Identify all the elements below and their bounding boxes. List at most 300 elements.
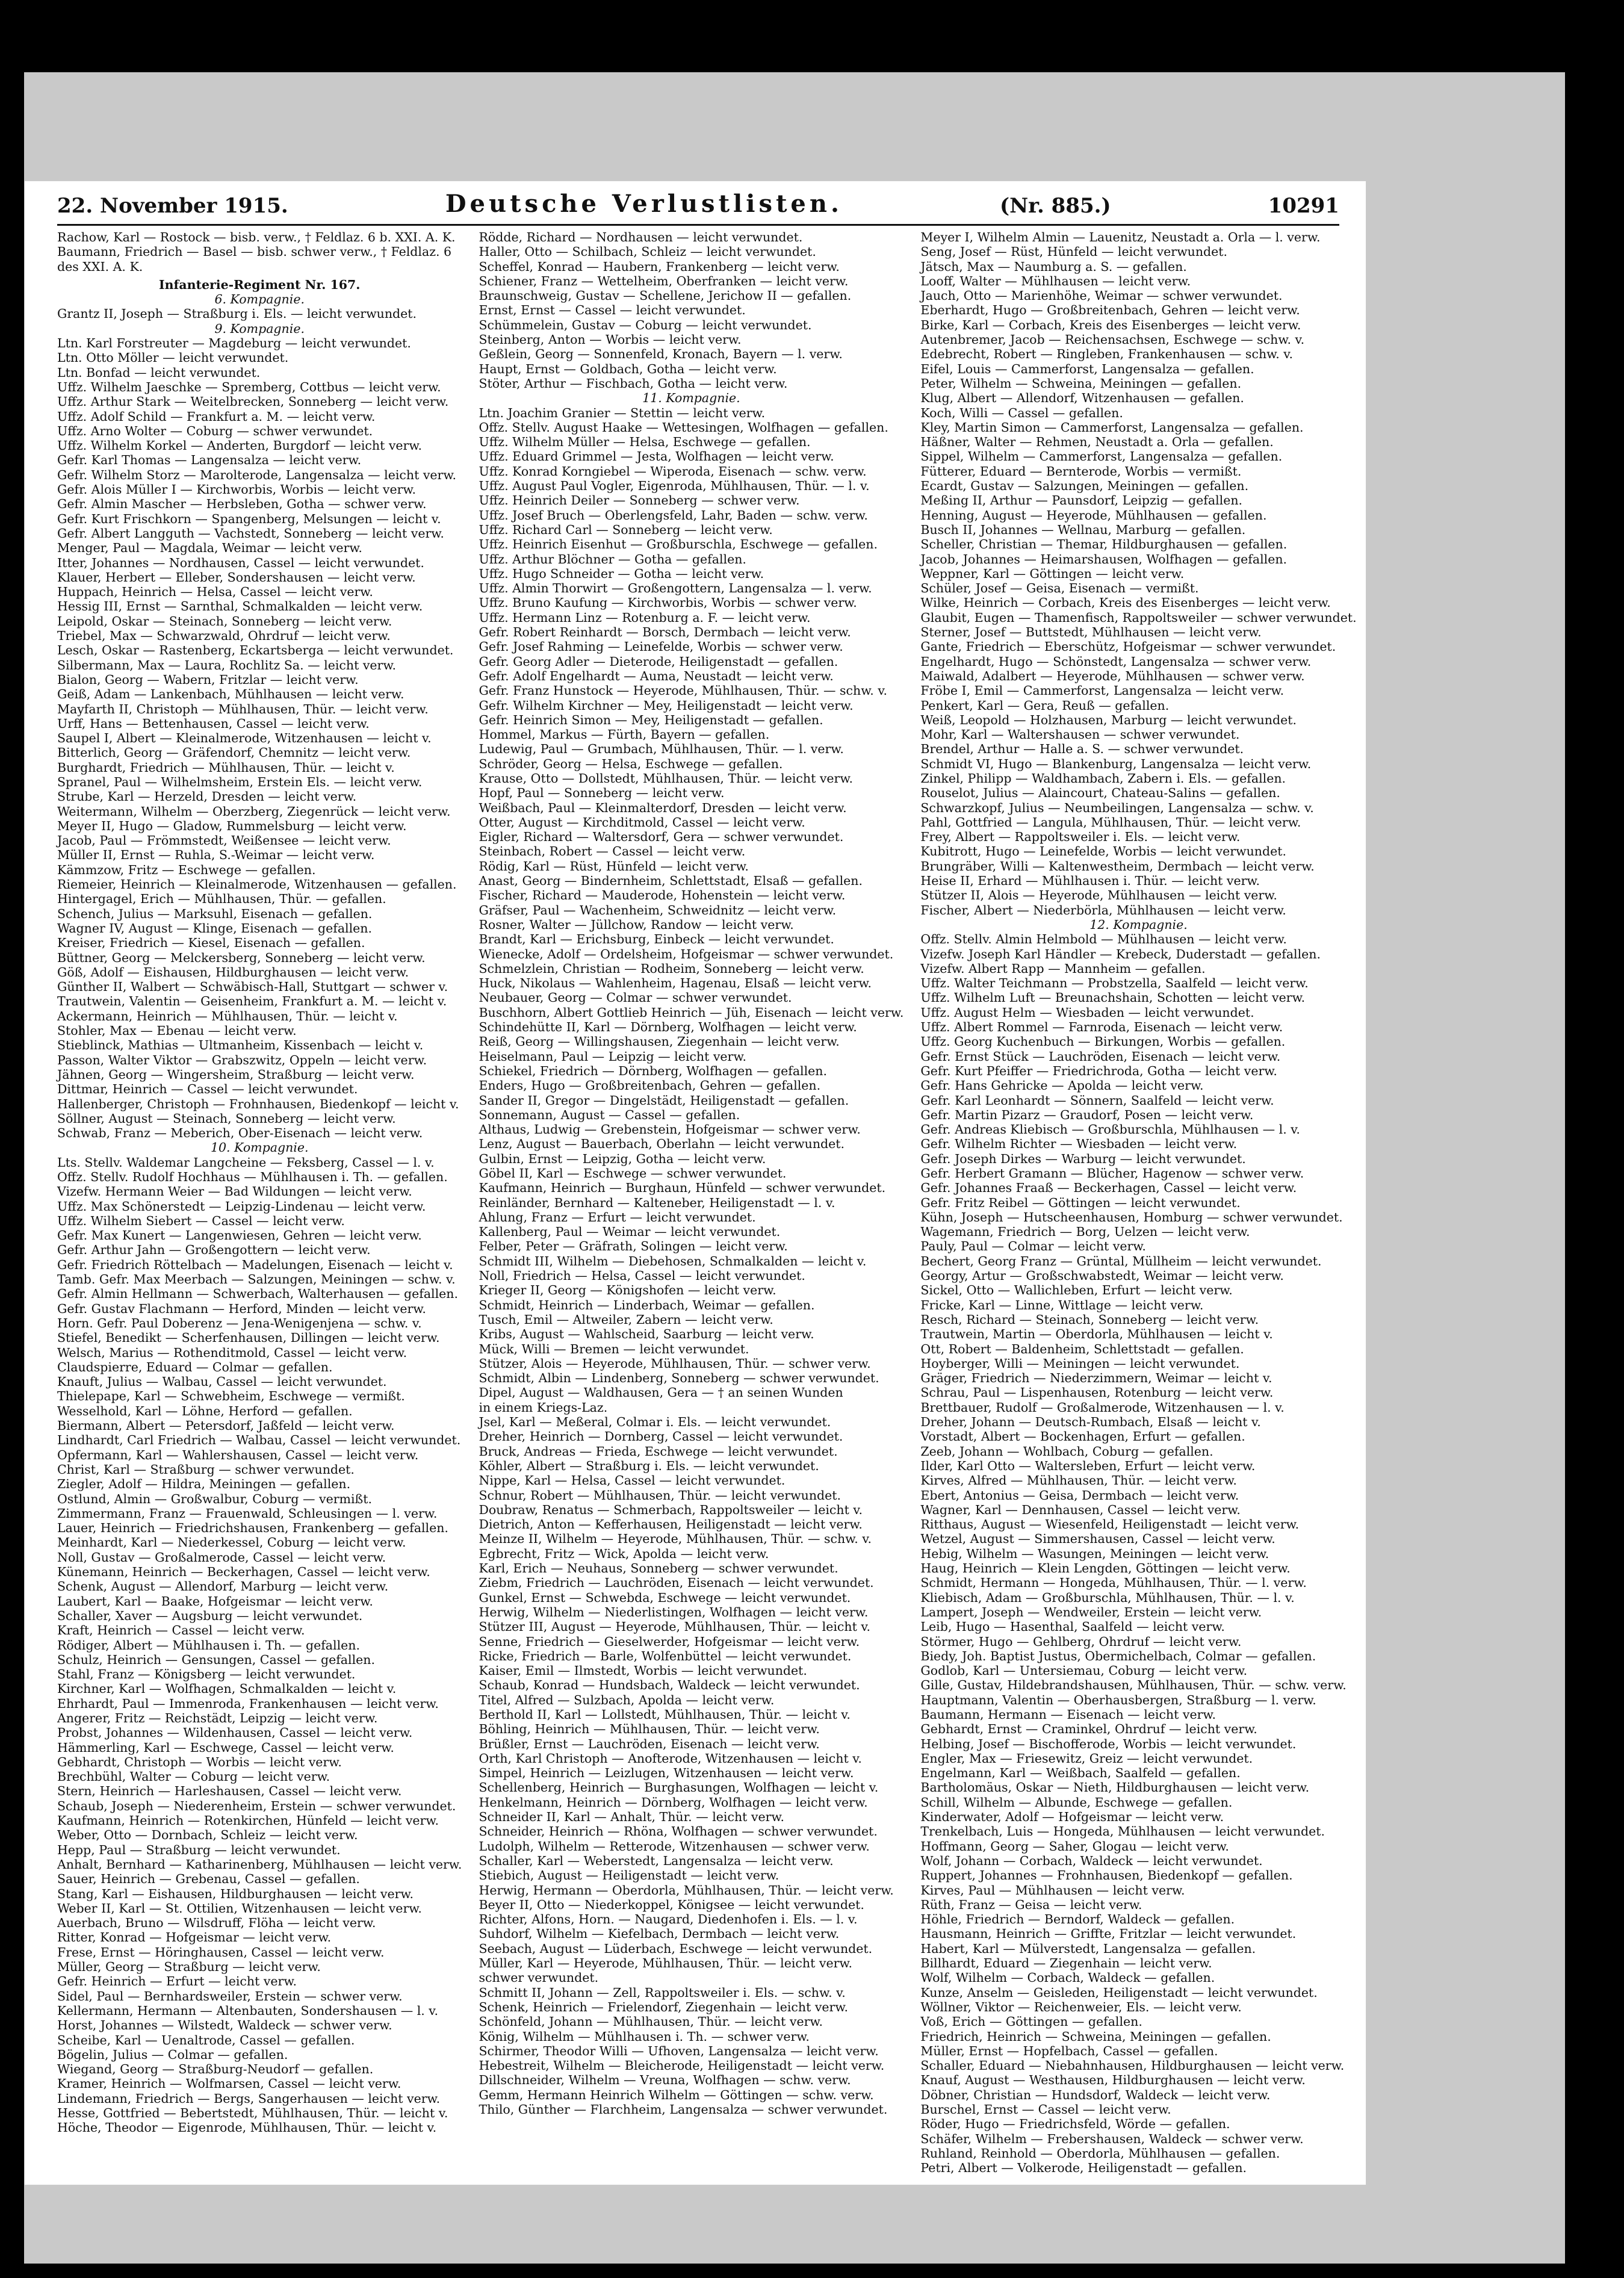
list-entry: Haupt, Ernst — Goldbach, Gotha — leicht verw.	[479, 361, 777, 376]
list-entry: Hessig III, Ernst — Sarnthal, Schmalkalden — leicht verw.	[57, 599, 423, 614]
list-entry: Birke, Karl — Corbach, Kreis des Eisenberges — leicht verw.	[920, 317, 1301, 332]
list-entry: Gefr. Arthur Jahn — Großengottern — leicht verw.	[57, 1243, 371, 1258]
list-entry: Kaiser, Emil — Ilmstedt, Worbis — leicht verwundet.	[479, 1663, 807, 1678]
list-entry: Köhler, Albert — Straßburg i. Els. — leicht verwundet.	[479, 1458, 819, 1473]
list-entry: Rüth, Franz — Geisa — leicht verw.	[920, 1897, 1142, 1912]
list-entry: Brendel, Arthur — Halle a. S. — schwer verwundet.	[920, 742, 1244, 757]
list-entry: Stiefel, Benedikt — Scherfenhausen, Dillingen — leicht verw.	[57, 1330, 440, 1345]
list-entry: Mück, Willi — Bremen — leicht verwundet.	[479, 1341, 749, 1356]
list-entry: Fischer, Richard — Mauderode, Hohenstein — leicht verw.	[479, 888, 846, 903]
list-entry: Engler, Max — Friesewitz, Greiz — leicht verwundet.	[920, 1751, 1253, 1766]
list-entry: Gräger, Friedrich — Niederzimmern, Weimar — leicht v.	[920, 1371, 1272, 1386]
list-entry: Gebhardt, Ernst — Craminkel, Ohrdruf — leicht verw.	[920, 1722, 1257, 1737]
list-entry: Scheffel, Konrad — Haubern, Frankenberg — leicht verw.	[479, 259, 840, 274]
list-entry: Wilke, Heinrich — Corbach, Kreis des Eisenberges — leicht verw.	[920, 595, 1331, 610]
list-entry: Hopf, Paul — Sonneberg — leicht verw.	[479, 786, 725, 801]
list-entry: Riemeier, Heinrich — Kleinalmerode, Witzenhausen — gefallen.	[57, 877, 457, 892]
list-entry: Friedrich, Heinrich — Schweina, Meiningen — gefallen.	[920, 2029, 1271, 2044]
list-entry: Gefr. Fritz Reibel — Göttingen — leicht verwundet.	[920, 1195, 1241, 1210]
list-entry: Gefr. Karl Leonhardt — Sönnern, Saalfeld — leicht verw.	[920, 1093, 1274, 1108]
list-entry: Angerer, Fritz — Reichstädt, Leipzig — leicht verw.	[57, 1710, 378, 1725]
list-entry: Richter, Alfons, Horn. — Naugard, Diedenhofen i. Els. — l. v.	[479, 1912, 858, 1927]
list-entry: Thilo, Günther — Flarchheim, Langensalza — schwer verwundet.	[479, 2102, 888, 2117]
list-entry: Gunkel, Ernst — Schwebda, Eschwege — leicht verwundet.	[479, 1590, 851, 1605]
list-entry: Welsch, Marius — Rothenditmold, Cassel — leicht verw.	[57, 1345, 408, 1360]
column-2	[479, 230, 903, 2162]
list-entry: Gefr. Robert Reinhardt — Borsch, Dermbach — leicht verw.	[479, 625, 851, 640]
text-columns	[57, 230, 1357, 2176]
list-entry: Kribs, August — Wahlscheid, Saarburg — leicht verw.	[479, 1327, 814, 1342]
list-entry: Eifel, Louis — Cammerforst, Langensalza — gefallen.	[920, 361, 1254, 376]
list-entry: Schiekel, Friedrich — Dörnberg, Wolfhagen — gefallen.	[479, 1063, 828, 1078]
list-entry: Doubraw, Renatus — Schmerbach, Rappoltsweiler — leicht v.	[479, 1502, 863, 1517]
list-entry: Uffz. Georg Kuchenbuch — Birkungen, Worbis — gefallen.	[920, 1034, 1286, 1049]
list-entry: Gante, Friedrich — Eberschütz, Hofgeismar — schwer verwundet.	[920, 639, 1336, 654]
list-entry: Uffz. Arthur Blöchner — Gotha — gefallen.	[479, 551, 746, 566]
list-entry: Hoffmann, Georg — Saher, Glogau — leicht verw.	[920, 1839, 1229, 1854]
company-heading: 11. Kompagnie.	[642, 391, 740, 406]
newspaper-page	[24, 181, 1366, 2185]
list-entry: Sander II, Gregor — Dingelstädt, Heiligenstadt — gefallen.	[479, 1093, 849, 1108]
list-entry: Dittmar, Heinrich — Cassel — leicht verwundet.	[57, 1082, 358, 1097]
list-entry: Henkelmann, Heinrich — Dörnberg, Wolfhagen — leicht verw.	[479, 1795, 868, 1810]
list-entry: Gräfser, Paul — Wachenheim, Schweidnitz — leicht verw.	[479, 902, 837, 917]
list-entry: Hausmann, Heinrich — Griffte, Fritzlar — leicht verwundet.	[920, 1926, 1297, 1941]
list-entry: Bartholomäus, Oskar — Nieth, Hildburghausen — leicht verw.	[920, 1780, 1310, 1795]
company-heading: 9. Kompagnie.	[214, 321, 305, 336]
list-entry: Helbing, Josef — Bischofferode, Worbis — leicht verwundet.	[920, 1736, 1297, 1751]
list-entry: Knauf, August — Westhausen, Hildburghausen — leicht verw.	[920, 2073, 1306, 2088]
list-entry: Schirmer, Theodor Willi — Ufhoven, Langensalza — leicht verw.	[479, 2043, 879, 2058]
list-entry: Uffz. Max Schönerstedt — Leipzig-Lindenau — leicht verw.	[57, 1199, 426, 1214]
list-entry: Auerbach, Bruno — Wilsdruff, Flöha — leicht verw.	[57, 1916, 376, 1931]
list-entry: Ecardt, Gustav — Salzungen, Meiningen — gefallen.	[920, 479, 1249, 494]
list-entry: Müller, Ernst — Hopfelbach, Cassel — gefallen.	[920, 2043, 1218, 2058]
list-entry: Baumann, Friedrich — Basel — bisb. schwer verw., † Feldlaz. 6	[57, 244, 452, 259]
list-entry: Kubitrott, Hugo — Leinefelde, Worbis — leicht verwundet.	[920, 844, 1287, 859]
list-entry: Silbermann, Max — Laura, Rochlitz Sa. — leicht verw.	[57, 657, 396, 672]
list-entry: Fütterer, Eduard — Bernterode, Worbis — vermißt.	[920, 464, 1242, 479]
list-entry: Schellenberg, Heinrich — Burghasungen, Wolfhagen — leicht v.	[479, 1780, 879, 1795]
list-entry: Weiß, Leopold — Holzhausen, Marburg — leicht verwundet.	[920, 712, 1297, 727]
list-entry: Meinze II, Wilhelm — Heyerode, Mühlhausen, Thür. — schw. v.	[479, 1532, 872, 1547]
list-entry: Thielepape, Karl — Schwebheim, Eschwege — vermißt.	[57, 1389, 405, 1404]
list-entry: Penkert, Karl — Gera, Reuß — gefallen.	[920, 698, 1170, 713]
list-entry: Lesch, Oskar — Rastenberg, Eckartsberga — leicht verwundet.	[57, 643, 454, 658]
list-entry: Kämmzow, Fritz — Eschwege — gefallen.	[57, 862, 316, 877]
list-entry: Leib, Hugo — Hasenthal, Saalfeld — leicht verw.	[920, 1619, 1225, 1634]
list-entry: Offz. Stellv. Rudolf Hochhaus — Mühlhausen i. Th. — gefallen.	[57, 1170, 448, 1184]
list-entry: Tusch, Emil — Altweiler, Zabern — leicht verw.	[479, 1312, 773, 1327]
list-entry: Ostlund, Almin — Großwalbur, Coburg — vermißt.	[57, 1491, 372, 1506]
list-entry: Gefr. Wilhelm Storz — Marolterode, Langensalza — leicht verw.	[57, 467, 456, 482]
list-entry: Christ, Karl — Straßburg — schwer verwundet.	[57, 1462, 355, 1477]
list-entry: Fröbe I, Emil — Cammerforst, Langensalza — leicht verw.	[920, 683, 1285, 698]
list-entry: Petri, Albert — Volkerode, Heiligenstadt — gefallen.	[920, 2161, 1247, 2176]
list-entry: Wagner IV, August — Klinge, Eisenach — gefallen.	[57, 920, 373, 936]
list-entry: Kaufmann, Heinrich — Rotenkirchen, Hünfeld — leicht verw.	[57, 1813, 439, 1828]
list-entry: Gefr. Johannes Fraaß — Beckerhagen, Cassel — leicht verw.	[920, 1181, 1297, 1196]
list-entry: Kallenberg, Paul — Weimar — leicht verwundet.	[479, 1224, 781, 1240]
list-entry: Ludolph, Wilhelm — Retterode, Witzenhausen — schwer verw.	[479, 1839, 870, 1854]
list-entry: Stohler, Max — Ebenau — leicht verw.	[57, 1023, 297, 1038]
list-entry: Neubauer, Georg — Colmar — schwer verwundet.	[479, 990, 792, 1005]
list-entry: Titel, Alfred — Sulzbach, Apolda — leicht verw.	[479, 1692, 775, 1707]
list-entry: Horn. Gefr. Paul Doberenz — Jena-Wenigenjena — schw. v.	[57, 1315, 422, 1330]
list-entry: Lts. Stellv. Waldemar Langcheine — Feksberg, Cassel — l. v.	[57, 1155, 435, 1170]
list-entry: Schäfer, Wilhelm — Frebershausen, Waldeck — schwer verw.	[920, 2131, 1304, 2146]
list-entry: Schneider, Heinrich — Rhöna, Wolfhagen — schwer verwundet.	[479, 1824, 878, 1839]
list-entry: Gefr. Ernst Stück — Lauchröden, Eisenach — leicht verw.	[920, 1049, 1281, 1064]
list-entry: Sippel, Wilhelm — Cammerforst, Langensalza — gefallen.	[920, 449, 1283, 464]
list-entry: Kühn, Joseph — Hutscheenhausen, Homburg — schwer verwundet.	[920, 1209, 1343, 1224]
list-entry: Gefr. Joseph Dirkes — Warburg — leicht verwundet.	[920, 1151, 1246, 1166]
list-entry: Schaub, Konrad — Hundsbach, Waldeck — leicht verwundet.	[479, 1678, 860, 1693]
list-entry: Gebhardt, Christoph — Worbis — leicht verw.	[57, 1754, 342, 1769]
list-entry: Schaller, Eduard — Niebahnhausen, Hildburghausen — leicht verw.	[920, 2058, 1345, 2073]
list-entry: Söllner, August — Steinach, Sonneberg — leicht verw.	[57, 1111, 396, 1126]
list-entry: Gefr. Andreas Kliebisch — Großburschla, Mühlhausen — l. v.	[920, 1122, 1300, 1137]
list-entry: Brettbauer, Rudolf — Großalmerode, Witzenhausen — l. v.	[920, 1400, 1285, 1415]
list-entry: Rödig, Karl — Rüst, Hünfeld — leicht verw.	[479, 858, 749, 874]
list-entry: Beyer II, Otto — Niederkoppel, Königsee — leicht verwundet.	[479, 1897, 864, 1912]
list-entry: Zinkel, Philipp — Waldhambach, Zabern i. Els. — gefallen.	[920, 771, 1286, 786]
list-entry: Hoyberger, Willi — Meiningen — leicht verwundet.	[920, 1356, 1240, 1371]
list-entry: Gefr. Alois Müller I — Kirchworbis, Worbis — leicht verw.	[57, 482, 417, 497]
list-entry: Menger, Paul — Magdala, Weimar — leicht verw.	[57, 541, 362, 556]
list-entry: Huppach, Heinrich — Helsa, Cassel — leicht verw.	[57, 585, 373, 600]
list-entry: Schmitt II, Johann — Zell, Rappoltsweiler i. Els. — schw. v.	[479, 1985, 846, 2000]
list-entry: Heiselmann, Paul — Leipzig — leicht verw.	[479, 1049, 746, 1064]
list-entry: Ilder, Karl Otto — Waltersleben, Erfurt — leicht verw.	[920, 1458, 1256, 1473]
list-entry: Buschhorn, Albert Gottlieb Heinrich — Jüh, Eisenach — leicht verw.	[479, 1005, 904, 1020]
list-entry: Brandt, Karl — Erichsburg, Einbeck — leicht verwundet.	[479, 932, 834, 947]
list-entry: Uffz. Wilhelm Siebert — Cassel — leicht verw.	[57, 1213, 345, 1228]
list-entry: Uffz. Wilhelm Jaeschke — Spremberg, Cottbus — leicht verw.	[57, 379, 441, 394]
list-entry: Ebert, Antonius — Geisa, Dermbach — leicht verw.	[920, 1488, 1239, 1503]
list-entry: Stützer, Alois — Heyerode, Mühlhausen, Thür. — schwer verw.	[479, 1356, 871, 1371]
list-entry: Lampert, Joseph — Wendweiler, Erstein — leicht verw.	[920, 1604, 1262, 1619]
list-entry: Bruck, Andreas — Frieda, Eschwege — leicht verwundet.	[479, 1444, 838, 1459]
list-entry: Vizefw. Albert Rapp — Mannheim — gefallen.	[920, 961, 1206, 976]
list-entry: Vizefw. Joseph Karl Händler — Krebeck, Duderstadt — gefallen.	[920, 946, 1321, 961]
list-entry: Ehrhardt, Paul — Immenroda, Frankenhausen — leicht verw.	[57, 1696, 439, 1711]
company-heading: 12. Kompagnie.	[1089, 917, 1188, 932]
list-entry: Hauptmann, Valentin — Oberhausbergen, Straßburg — l. verw.	[920, 1692, 1316, 1707]
list-entry: Biedy, Joh. Baptist Justus, Obermichelbach, Colmar — gefallen.	[920, 1648, 1316, 1663]
list-entry: Biermann, Albert — Petersdorf, Jaßfeld — leicht verw.	[57, 1418, 395, 1433]
list-entry: Wagemann, Friedrich — Borg, Uelzen — leicht verw.	[920, 1224, 1250, 1240]
list-entry: Brungräber, Willi — Kaltenwestheim, Dermbach — leicht verw.	[920, 858, 1315, 874]
list-entry: Habert, Karl — Mülverstedt, Langensalza — gefallen.	[920, 1941, 1256, 1956]
list-entry: Sonnemann, August — Cassel — gefallen.	[479, 1107, 740, 1122]
list-entry: Schindehütte II, Karl — Dörnberg, Wolfhagen — leicht verw.	[479, 1020, 857, 1035]
list-entry: Schench, Julius — Marksuhl, Eisenach — gefallen.	[57, 906, 373, 921]
list-entry: Hesse, Gottfried — Bebertstedt, Mühlhausen, Thür. — leicht v.	[57, 2106, 448, 2120]
list-entry: Georgy, Artur — Großschwabstedt, Weimar — leicht verw.	[920, 1268, 1284, 1283]
list-entry: Suhdorf, Wilhelm — Kiefelbach, Dermbach — leicht verw.	[479, 1926, 840, 1941]
list-entry: Vizefw. Hermann Weier — Bad Wildungen — leicht verw.	[57, 1184, 412, 1199]
list-entry: Uffz. Arthur Stark — Weitelbrecken, Sonneberg — leicht verw.	[57, 394, 449, 409]
list-entry: Weber II, Karl — St. Ottilien, Witzenhausen — leicht verw.	[57, 1901, 422, 1916]
list-entry: Meßing II, Arthur — Paunsdorf, Leipzig — gefallen.	[920, 493, 1243, 508]
list-entry: Uffz. Eduard Grimmel — Jesta, Wolfhagen — leicht verw.	[479, 449, 834, 464]
list-entry: Meyer I, Wilhelm Almin — Lauenitz, Neustadt a. Orla — l. verw.	[920, 230, 1321, 244]
list-entry: Steinberg, Anton — Worbis — leicht verw.	[479, 332, 742, 347]
list-entry: Offz. Stellv. Almin Helmbold — Mühlhausen — leicht verw.	[920, 932, 1287, 947]
list-entry: Egbrecht, Fritz — Wick, Apolda — leicht verw.	[479, 1546, 769, 1561]
list-entry: Kirves, Alfred — Mühlhausen, Thür. — leicht verw.	[920, 1473, 1237, 1488]
list-entry: Brechbühl, Walter — Coburg — leicht verw.	[57, 1769, 330, 1784]
list-entry: Reinländer, Bernhard — Kalteneber, Heiligenstadt — l. v.	[479, 1195, 835, 1210]
list-entry: Karl, Erich — Neuhaus, Sonneberg — schwer verwundet.	[479, 1561, 838, 1576]
list-entry: Dipel, August — Waldhausen, Gera — † an seinen Wunden	[479, 1385, 843, 1400]
list-entry: Klug, Albert — Allendorf, Witzenhausen — gefallen.	[920, 391, 1244, 406]
list-entry: Spranel, Paul — Wilhelmsheim, Erstein Els. — leicht verw.	[57, 774, 423, 789]
list-entry: Ott, Robert — Baldenheim, Schlettstadt — gefallen.	[920, 1341, 1244, 1356]
list-entry: Höhle, Friedrich — Berndorf, Waldeck — gefallen.	[920, 1912, 1235, 1927]
column-3	[920, 230, 1357, 2176]
list-entry: Uffz. Wilhelm Korkel — Anderten, Burgdorf — leicht verw.	[57, 438, 422, 453]
list-entry: Kley, Martin Simon — Cammerforst, Langensalza — gefallen.	[920, 420, 1304, 435]
list-entry: Ltn. Bonfad — leicht verwundet.	[57, 365, 261, 380]
list-entry: Sickel, Otto — Wallichleben, Erfurt — leicht verw.	[920, 1283, 1233, 1298]
list-entry: Schaller, Xaver — Augsburg — leicht verwundet.	[57, 1608, 363, 1623]
list-entry: Grantz II, Joseph — Straßburg i. Els. — leicht verwundet.	[57, 306, 417, 321]
regiment-heading: Infanterie-Regiment Nr. 167.	[158, 277, 361, 292]
list-entry: Jsel, Karl — Meßeral, Colmar i. Els. — leicht verwundet.	[479, 1415, 831, 1430]
list-entry: Büttner, Georg — Melckersberg, Sonneberg — leicht verw.	[57, 950, 426, 965]
list-entry: Frese, Ernst — Höringhausen, Cassel — leicht verw.	[57, 1944, 385, 1960]
list-entry: Peter, Wilhelm — Schweina, Meiningen — gefallen.	[920, 376, 1242, 391]
list-entry: Bitterlich, Georg — Gräfendorf, Chemnitz — leicht verw.	[57, 745, 411, 760]
list-entry: Ricke, Friedrich — Barle, Wolfenbüttel — leicht verwundet.	[479, 1648, 852, 1663]
list-entry: Häßner, Walter — Rehmen, Neustadt a. Orla — gefallen.	[920, 435, 1274, 450]
list-entry: Ruppert, Johannes — Frohnhausen, Biedenkopf — gefallen.	[920, 1868, 1293, 1883]
list-entry: Billhardt, Eduard — Ziegenhain — leicht verw.	[920, 1956, 1212, 1971]
list-entry: Pauly, Paul — Colmar — leicht verw.	[920, 1239, 1146, 1254]
list-entry: schwer verwundet.	[479, 1970, 599, 1985]
list-entry: Gefr. Hans Gehricke — Apolda — leicht verw.	[920, 1078, 1204, 1093]
list-entry: Stützer III, August — Heyerode, Mühlhausen, Thür. — leicht v.	[479, 1619, 871, 1634]
list-entry: Röder, Hugo — Friedrichsfeld, Wörde — gefallen.	[920, 2117, 1230, 2132]
list-entry: Althaus, Ludwig — Grebenstein, Hofgeismar — schwer verw.	[479, 1122, 861, 1137]
list-entry: Probst, Johannes — Wildenhausen, Cassel — leicht verw.	[57, 1725, 413, 1740]
list-entry: Künemann, Heinrich — Beckerhagen, Cassel — leicht verw.	[57, 1565, 430, 1580]
list-entry: Gefr. Albert Langguth — Vachstedt, Sonneberg — leicht verw.	[57, 526, 444, 541]
list-entry: Kaufmann, Heinrich — Burghaun, Hünfeld — schwer verwundet.	[479, 1181, 886, 1196]
list-entry: Rouselot, Julius — Alaincourt, Chateau-Salins — gefallen.	[920, 786, 1280, 801]
list-entry: Mayfarth II, Christoph — Mühlhausen, Thür. — leicht verw.	[57, 701, 429, 716]
list-entry: Ruhland, Reinhold — Oberdorla, Mühlhausen — gefallen.	[920, 2146, 1280, 2161]
list-entry: Jauch, Otto — Marienhöhe, Weimar — schwer verwundet.	[920, 288, 1283, 303]
list-entry: Glaubit, Eugen — Thamenfisch, Rappoltsweiler — schwer verwundet.	[920, 610, 1357, 625]
list-entry: Edebrecht, Robert — Ringleben, Frankenhausen — schw. v.	[920, 347, 1293, 362]
list-entry: Gefr. Heinrich Simon — Mey, Heiligenstadt — gefallen.	[479, 712, 823, 727]
list-entry: Anast, Georg — Bindernheim, Schlettstadt, Elsaß — gefallen.	[479, 874, 863, 889]
list-entry: Schulz, Heinrich — Gensungen, Cassel — gefallen.	[57, 1652, 375, 1667]
list-entry: Müller, Karl — Heyerode, Mühlhausen, Thür. — leicht verw.	[479, 1956, 853, 1971]
list-entry: Dietrich, Anton — Kefferhausen, Heiligenstadt — leicht verw.	[479, 1517, 863, 1532]
list-entry: Tamb. Gefr. Max Meerbach — Salzungen, Meiningen — schw. v.	[57, 1272, 456, 1287]
list-entry: Gefr. Gustav Flachmann — Herford, Minden — leicht verw.	[57, 1301, 426, 1316]
list-entry: Opfermann, Karl — Wahlershausen, Cassel — leicht verw.	[57, 1447, 419, 1462]
list-entry: Leipold, Oskar — Steinach, Sonneberg — leicht verw.	[57, 613, 392, 628]
list-entry: Fischer, Albert — Niederbörla, Mühlhausen — leicht verw.	[920, 902, 1286, 917]
list-entry: Rödde, Richard — Nordhausen — leicht verwundet.	[479, 230, 803, 244]
list-entry: Urff, Hans — Bettenhausen, Cassel — leicht verw.	[57, 716, 370, 731]
list-entry: in einem Kriegs-Laz.	[479, 1400, 608, 1415]
list-entry: Braunschweig, Gustav — Schellene, Jerichow II — gefallen.	[479, 288, 852, 303]
list-entry: Lauer, Heinrich — Friedrichshausen, Frankenberg — gefallen.	[57, 1521, 448, 1536]
list-entry: Jacob, Johannes — Heimarshausen, Wolfhagen — gefallen.	[920, 551, 1288, 566]
list-entry: Gille, Gustav, Hildebrandshausen, Mühlhausen, Thür. — schw. verw.	[920, 1678, 1347, 1693]
list-entry: Gefr. Wilhelm Richter — Wiesbaden — leicht verw.	[920, 1137, 1238, 1152]
list-entry: Ahlung, Franz — Erfurt — leicht verwundet.	[479, 1209, 756, 1224]
list-entry: Haller, Otto — Schilbach, Schleiz — leicht verwundet.	[479, 244, 816, 259]
list-entry: Geßlein, Georg — Sonnenfeld, Kronach, Bayern — l. verw.	[479, 347, 843, 362]
list-entry: Gefr. Almin Hellmann — Schwerbach, Walterhausen — gefallen.	[57, 1286, 459, 1302]
list-entry: Uffz. Wilhelm Luft — Breunachshain, Schotten — leicht verw.	[920, 990, 1306, 1005]
list-entry: Uffz. Heinrich Deiler — Sonneberg — schwer verw.	[479, 493, 800, 508]
list-entry: Müller II, Ernst — Ruhla, S.-Weimar — leicht verw.	[57, 848, 375, 863]
list-entry: Hommel, Markus — Fürth, Bayern — gefallen.	[479, 727, 770, 742]
list-entry: Steinbach, Robert — Cassel — leicht verw.	[479, 844, 746, 859]
list-entry: Sterner, Josef — Buttstedt, Mühlhausen — leicht verw.	[920, 625, 1262, 640]
list-entry: Uffz. Bruno Kaufung — Kirchworbis, Worbis — schwer verw.	[479, 595, 857, 610]
list-entry: Looff, Walter — Mühlhausen — leicht verw.	[920, 273, 1191, 288]
list-entry: König, Wilhelm — Mühlhausen i. Th. — schwer verw.	[479, 2029, 810, 2044]
list-entry: Koch, Willi — Cassel — gefallen.	[920, 405, 1123, 420]
list-entry: Kinderwater, Adolf — Hofgeismar — leicht verw.	[920, 1810, 1224, 1825]
list-entry: Gemm, Hermann Heinrich Wilhelm — Göttingen — schw. verw.	[479, 2087, 874, 2102]
list-entry: Gefr. Max Kunert — Langenwiesen, Gehren — leicht verw.	[57, 1228, 422, 1243]
list-entry: Gefr. Karl Thomas — Langensalza — leicht verw.	[57, 453, 362, 468]
list-entry: Engelhardt, Hugo — Schönstedt, Langensalza — schwer verw.	[920, 654, 1312, 669]
list-entry: Seebach, August — Lüderbach, Eschwege — leicht verwundet.	[479, 1941, 873, 1956]
header-issue: (Nr. 885.)	[1000, 194, 1111, 218]
list-entry: Vorstadt, Albert — Bockenhagen, Erfurt — gefallen.	[920, 1429, 1245, 1444]
list-entry: Otter, August — Kirchditmold, Cassel — leicht verw.	[479, 815, 805, 830]
list-entry: Uffz. Walter Teichmann — Probstzella, Saalfeld — leicht verw.	[920, 976, 1309, 991]
list-entry: Schröder, Georg — Helsa, Eschwege — gefallen.	[479, 756, 783, 771]
list-entry: Anhalt, Bernhard — Katharinenberg, Mühlhausen — leicht verw.	[57, 1857, 462, 1872]
list-entry: Gefr. Franz Hunstock — Heyerode, Mühlhausen, Thür. — schw. v.	[479, 683, 888, 698]
list-entry: Stang, Karl — Eishausen, Hildburghausen — leicht verw.	[57, 1886, 414, 1901]
list-entry: Böhling, Heinrich — Mühlhausen, Thür. — leicht verw.	[479, 1722, 820, 1737]
list-entry: Passon, Walter Viktor — Grabszwitz, Oppeln — leicht verw.	[57, 1052, 427, 1067]
list-entry: Voß, Erich — Göttingen — gefallen.	[920, 2014, 1142, 2029]
list-entry: Itter, Johannes — Nordhausen, Cassel — leicht verwundet.	[57, 555, 424, 570]
list-entry: Eberhardt, Hugo — Großbreitenbach, Gehren — leicht verw.	[920, 303, 1300, 318]
list-entry: Simpel, Heinrich — Leizlugen, Witzenhausen — leicht verw.	[479, 1766, 854, 1781]
list-entry: Zeeb, Johann — Wohlbach, Coburg — gefallen.	[920, 1444, 1213, 1459]
header-date: 22. November 1915.	[57, 194, 288, 218]
list-entry: Pahl, Gottfried — Langula, Mühlhausen, Thür. — leicht verw.	[920, 815, 1301, 830]
list-entry: Gefr. Adolf Engelhardt — Auma, Neustadt — leicht verw.	[479, 668, 834, 683]
list-entry: Godlob, Karl — Untersiemau, Coburg — leicht verw.	[920, 1663, 1248, 1678]
list-entry: Weppner, Karl — Göttingen — leicht verw.	[920, 566, 1185, 581]
header-page-number: 10291	[1268, 194, 1339, 218]
list-entry: Günther II, Walbert — Schwäbisch-Hall, Stuttgart — schwer v.	[57, 979, 448, 995]
list-entry: Göbel II, Karl — Eschwege — schwer verwundet.	[479, 1166, 787, 1181]
list-entry: Busch II, Johannes — Wellnau, Marburg — gefallen.	[920, 522, 1246, 537]
list-entry: Uffz. Hugo Schneider — Gotha — leicht verw.	[479, 566, 764, 581]
list-entry: Schümmelein, Gustav — Coburg — leicht verwundet.	[479, 317, 812, 332]
list-entry: Schwab, Franz — Meberich, Ober-Eisenach — leicht verw.	[57, 1126, 423, 1141]
list-entry: Mohr, Karl — Waltershausen — schwer verwundet.	[920, 727, 1240, 742]
list-entry: Uffz. Heinrich Eisenhut — Großburschla, Eschwege — gefallen.	[479, 537, 878, 552]
list-entry: Stöter, Arthur — Fischbach, Gotha — leicht verw.	[479, 376, 788, 391]
list-entry: Schaller, Karl — Weberstedt, Langensalza — leicht verw.	[479, 1853, 834, 1868]
list-entry: Schmelzlein, Christian — Rodheim, Sonneberg — leicht verw.	[479, 961, 864, 976]
list-entry: Triebel, Max — Schwarzwald, Ohrdruf — leicht verw.	[57, 628, 391, 644]
list-entry: Zimmermann, Franz — Frauenwald, Schleusingen — l. verw.	[57, 1506, 438, 1521]
list-entry: Fricke, Karl — Linne, Wittlage — leicht verw.	[920, 1297, 1204, 1312]
list-entry: Knauft, Julius — Walbau, Cassel — leicht verwundet.	[57, 1374, 387, 1389]
list-entry: Göß, Adolf — Eishausen, Hildburghausen — leicht verw.	[57, 964, 409, 979]
list-entry: Senne, Friedrich — Gieselwerder, Hofgeismar — leicht verw.	[479, 1634, 860, 1649]
list-entry: Uffz. Josef Bruch — Oberlengsfeld, Lahr, Baden — schw. verw.	[479, 507, 868, 523]
list-entry: Uffz. Konrad Korngiebel — Wiperoda, Eisenach — schw. verw.	[479, 464, 867, 479]
list-entry: Bögelin, Julius — Colmar — gefallen.	[57, 2047, 288, 2062]
list-entry: Resch, Richard — Steinach, Sonneberg — leicht verw.	[920, 1312, 1259, 1327]
list-entry: Bialon, Georg — Wabern, Fritzlar — leicht verw.	[57, 672, 359, 687]
list-entry: Wienecke, Adolf — Ordelsheim, Hofgeismar — schwer verwundet.	[479, 946, 894, 961]
list-entry: Sauer, Heinrich — Grebenau, Cassel — gefallen.	[57, 1872, 360, 1887]
list-entry: Wolf, Johann — Corbach, Waldeck — leicht verwundet.	[920, 1853, 1263, 1868]
list-entry: Weißbach, Paul — Kleinmalterdorf, Dresden — leicht verw.	[479, 800, 847, 815]
list-entry: Nippe, Karl — Helsa, Cassel — leicht verwundet.	[479, 1473, 786, 1488]
list-entry: Ltn. Otto Möller — leicht verwundet.	[57, 350, 289, 365]
list-entry: Weber, Otto — Dornbach, Schleiz — leicht verw.	[57, 1828, 358, 1843]
list-entry: Schwarzkopf, Julius — Neumbeilingen, Langensalza — schw. v.	[920, 800, 1314, 815]
list-entry: Höche, Theodor — Eigenrode, Mühlhausen, Thür. — leicht v.	[57, 2120, 437, 2135]
list-entry: Reiß, Georg — Willingshausen, Ziegenhain — leicht verw.	[479, 1034, 840, 1049]
list-entry: Rachow, Karl — Rostock — bisb. verw., † Feldlaz. 6 b. XXI. A. K.	[57, 230, 456, 244]
list-entry: Lindemann, Friedrich — Bergs, Sangerhausen — leicht verw.	[57, 2091, 441, 2106]
list-entry: Gefr. Kurt Frischkorn — Spangenberg, Melsungen — leicht v.	[57, 511, 441, 526]
list-entry: Kramer, Heinrich — Wolfmarsen, Cassel — leicht verw.	[57, 2076, 401, 2091]
list-entry: Jähnen, Georg — Wingersheim, Straßburg — leicht verw.	[57, 1067, 415, 1082]
page-header	[57, 187, 1339, 218]
list-entry: Schenk, Heinrich — Frielendorf, Ziegenhain — leicht verw.	[479, 1999, 848, 2014]
list-entry: Gefr. Heinrich — Erfurt — leicht verw.	[57, 1974, 297, 1989]
list-entry: Krause, Otto — Dollstedt, Mühlhausen, Thür. — leicht verw.	[479, 771, 853, 786]
list-entry: Stiebich, August — Heiligenstadt — leicht verw.	[479, 1868, 779, 1883]
list-entry: Trautwein, Valentin — Geisenheim, Frankfurt a. M. — leicht v.	[57, 994, 447, 1009]
list-entry: Stahl, Franz — Königsberg — leicht verwundet.	[57, 1667, 356, 1682]
list-entry: Hebestreit, Wilhelm — Bleicherode, Heiligenstadt — leicht verw.	[479, 2058, 885, 2073]
list-entry: Jätsch, Max — Naumburg a. S. — gefallen.	[920, 259, 1187, 274]
list-entry: Gefr. Friedrich Röttelbach — Madelungen, Eisenach — leicht v.	[57, 1257, 453, 1272]
list-entry: Ludewig, Paul — Grumbach, Mühlhausen, Thür. — l. verw.	[479, 742, 844, 757]
list-entry: Noll, Gustav — Großalmerode, Cassel — leicht verw.	[57, 1550, 386, 1565]
list-entry: Stern, Heinrich — Harleshausen, Cassel — leicht verw.	[57, 1784, 402, 1799]
list-entry: Schill, Wilhelm — Albunde, Eschwege — gefallen.	[920, 1795, 1233, 1810]
header-title: Deutsche Verlustlisten.	[445, 190, 843, 218]
company-heading: 6. Kompagnie.	[214, 292, 305, 307]
list-entry: Schaub, Joseph — Niederenheim, Erstein — schwer verwundet.	[57, 1798, 456, 1813]
list-entry: Wetzel, August — Simmershausen, Cassel — leicht verw.	[920, 1532, 1275, 1547]
list-entry: Stieblinck, Mathias — Ultmanheim, Kissenbach — leicht v.	[57, 1038, 424, 1053]
list-entry: Uffz. Adolf Schild — Frankfurt a. M. — leicht verw.	[57, 409, 376, 424]
list-entry: Hebig, Wilhelm — Wasungen, Meiningen — leicht verw.	[920, 1546, 1269, 1561]
list-entry: Uffz. August Paul Vogler, Eigenroda, Mühlhausen, Thür. — l. v.	[479, 479, 870, 494]
list-entry: Berthold II, Karl — Lollstedt, Mühlhausen, Thür. — leicht v.	[479, 1707, 851, 1722]
list-entry: Scheller, Christian — Themar, Hildburghausen — gefallen.	[920, 537, 1288, 552]
list-entry: Ltn. Karl Forstreuter — Magdeburg — leicht verwundet.	[57, 336, 411, 351]
